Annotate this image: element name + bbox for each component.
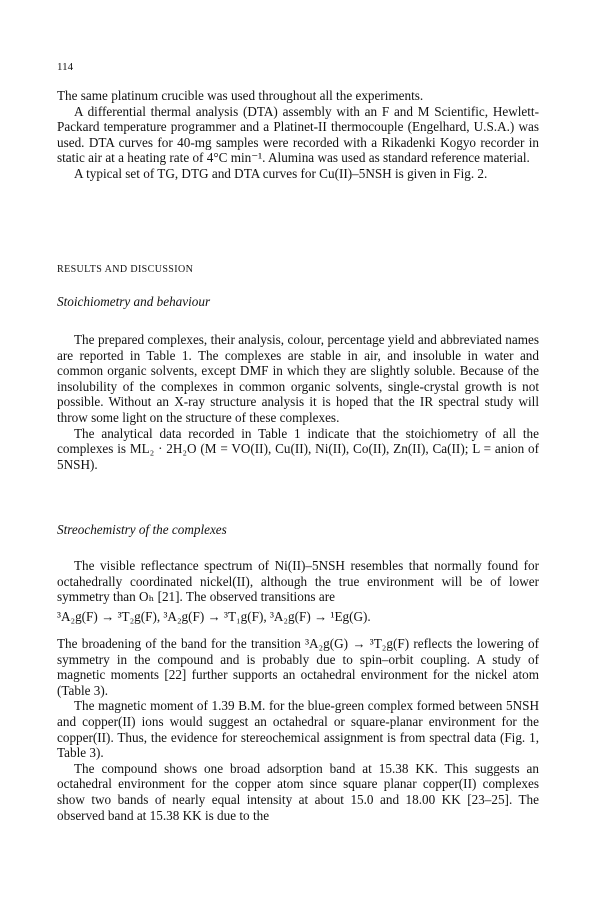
paragraph: The analytical data recorded in Table 1 indicate that the stoichiometry of all the complexes is ML₂ · 2H₂O (M = VO(II), Cu(II), Ni(II), Co(II), Zn(II), Ca(II); L = anion of 5NSH).	[57, 425, 539, 472]
page-number: 114	[57, 61, 74, 73]
stereochemistry-text-2	[57, 636, 539, 823]
paragraph: The compound shows one broad adsorption band at 15.38 KK. This suggests an octahedral environment for the copper atom since square planar copper(II) complexes show two bands of nearly equal intensity at about 15.0 and 18.00 KK [23–25]. The observed band at 15.38 KK is due to the	[57, 760, 539, 823]
paragraph: A typical set of TG, DTG and DTA curves for Cu(II)–5NSH is given in Fig. 2.	[74, 165, 488, 181]
subsection-heading: Streochemistry of the complexes	[57, 522, 227, 537]
paragraph: A differential thermal analysis (DTA) assembly with an F and M Scientific, Hewlett-Packard temperature programmer and a Platinet-II thermocouple (Engelhard, U.S.A.) was used. DTA curves for 40-mg samples were recorded with a Rikadenki Kogyo recorder in static air at a heating rate of 4°C min⁻¹. Alumina was used as standard reference material.	[57, 103, 539, 166]
experimental-text	[57, 88, 539, 182]
paragraph: The prepared complexes, their analysis, colour, percentage yield and abbreviated names are reported in Table 1. The complexes are stable in air, and insoluble in water and common organic solvents, except DMF in which they are slightly soluble. Because of the insolubility of the complexes in common organic solvents, single-crystal growth is not possible. Without an X-ray structure analysis it is hoped that the IR spectral study will throw some light on the structure of these complexes.	[57, 332, 539, 425]
transition-equation: ³A₂g(F) → ³T₂g(F), ³A₂g(F) → ³T₁g(F), ³A₂g(F) → ¹Eg(G).	[57, 609, 371, 624]
paragraph: The broadening of the band for the transition ³A₂g(G) → ³T₂g(F) reflects the lowering of symmetry in the compound and is probably due to spin–orbit coupling. A study of magnetic moments [22] further supports an octahedral environment for the nickel atom (Table 3).	[57, 636, 539, 698]
subsection-heading: Stoichiometry and behaviour	[57, 294, 211, 309]
paragraph: The visible reflectance spectrum of Ni(II)–5NSH resembles that normally found for octahedrally coordinated nickel(II), although the true environment will be of lower symmetry than Oₕ [21]. The observed transitions are	[57, 558, 539, 605]
paragraph: The magnetic moment of 1.39 B.M. for the blue-green complex formed between 5NSH and copper(II) ions would suggest an octahedral or square-planar environment for the copper(II). Thus, the evidence for stereochemical assignment is from spectral data (Fig. 1, Table 3).	[57, 698, 539, 761]
section-heading: RESULTS AND DISCUSSION	[57, 264, 194, 275]
stoichiometry-text	[57, 332, 539, 472]
paragraph: The same platinum crucible was used throughout all the experiments.	[57, 88, 424, 103]
stereochemistry-text	[57, 558, 539, 605]
